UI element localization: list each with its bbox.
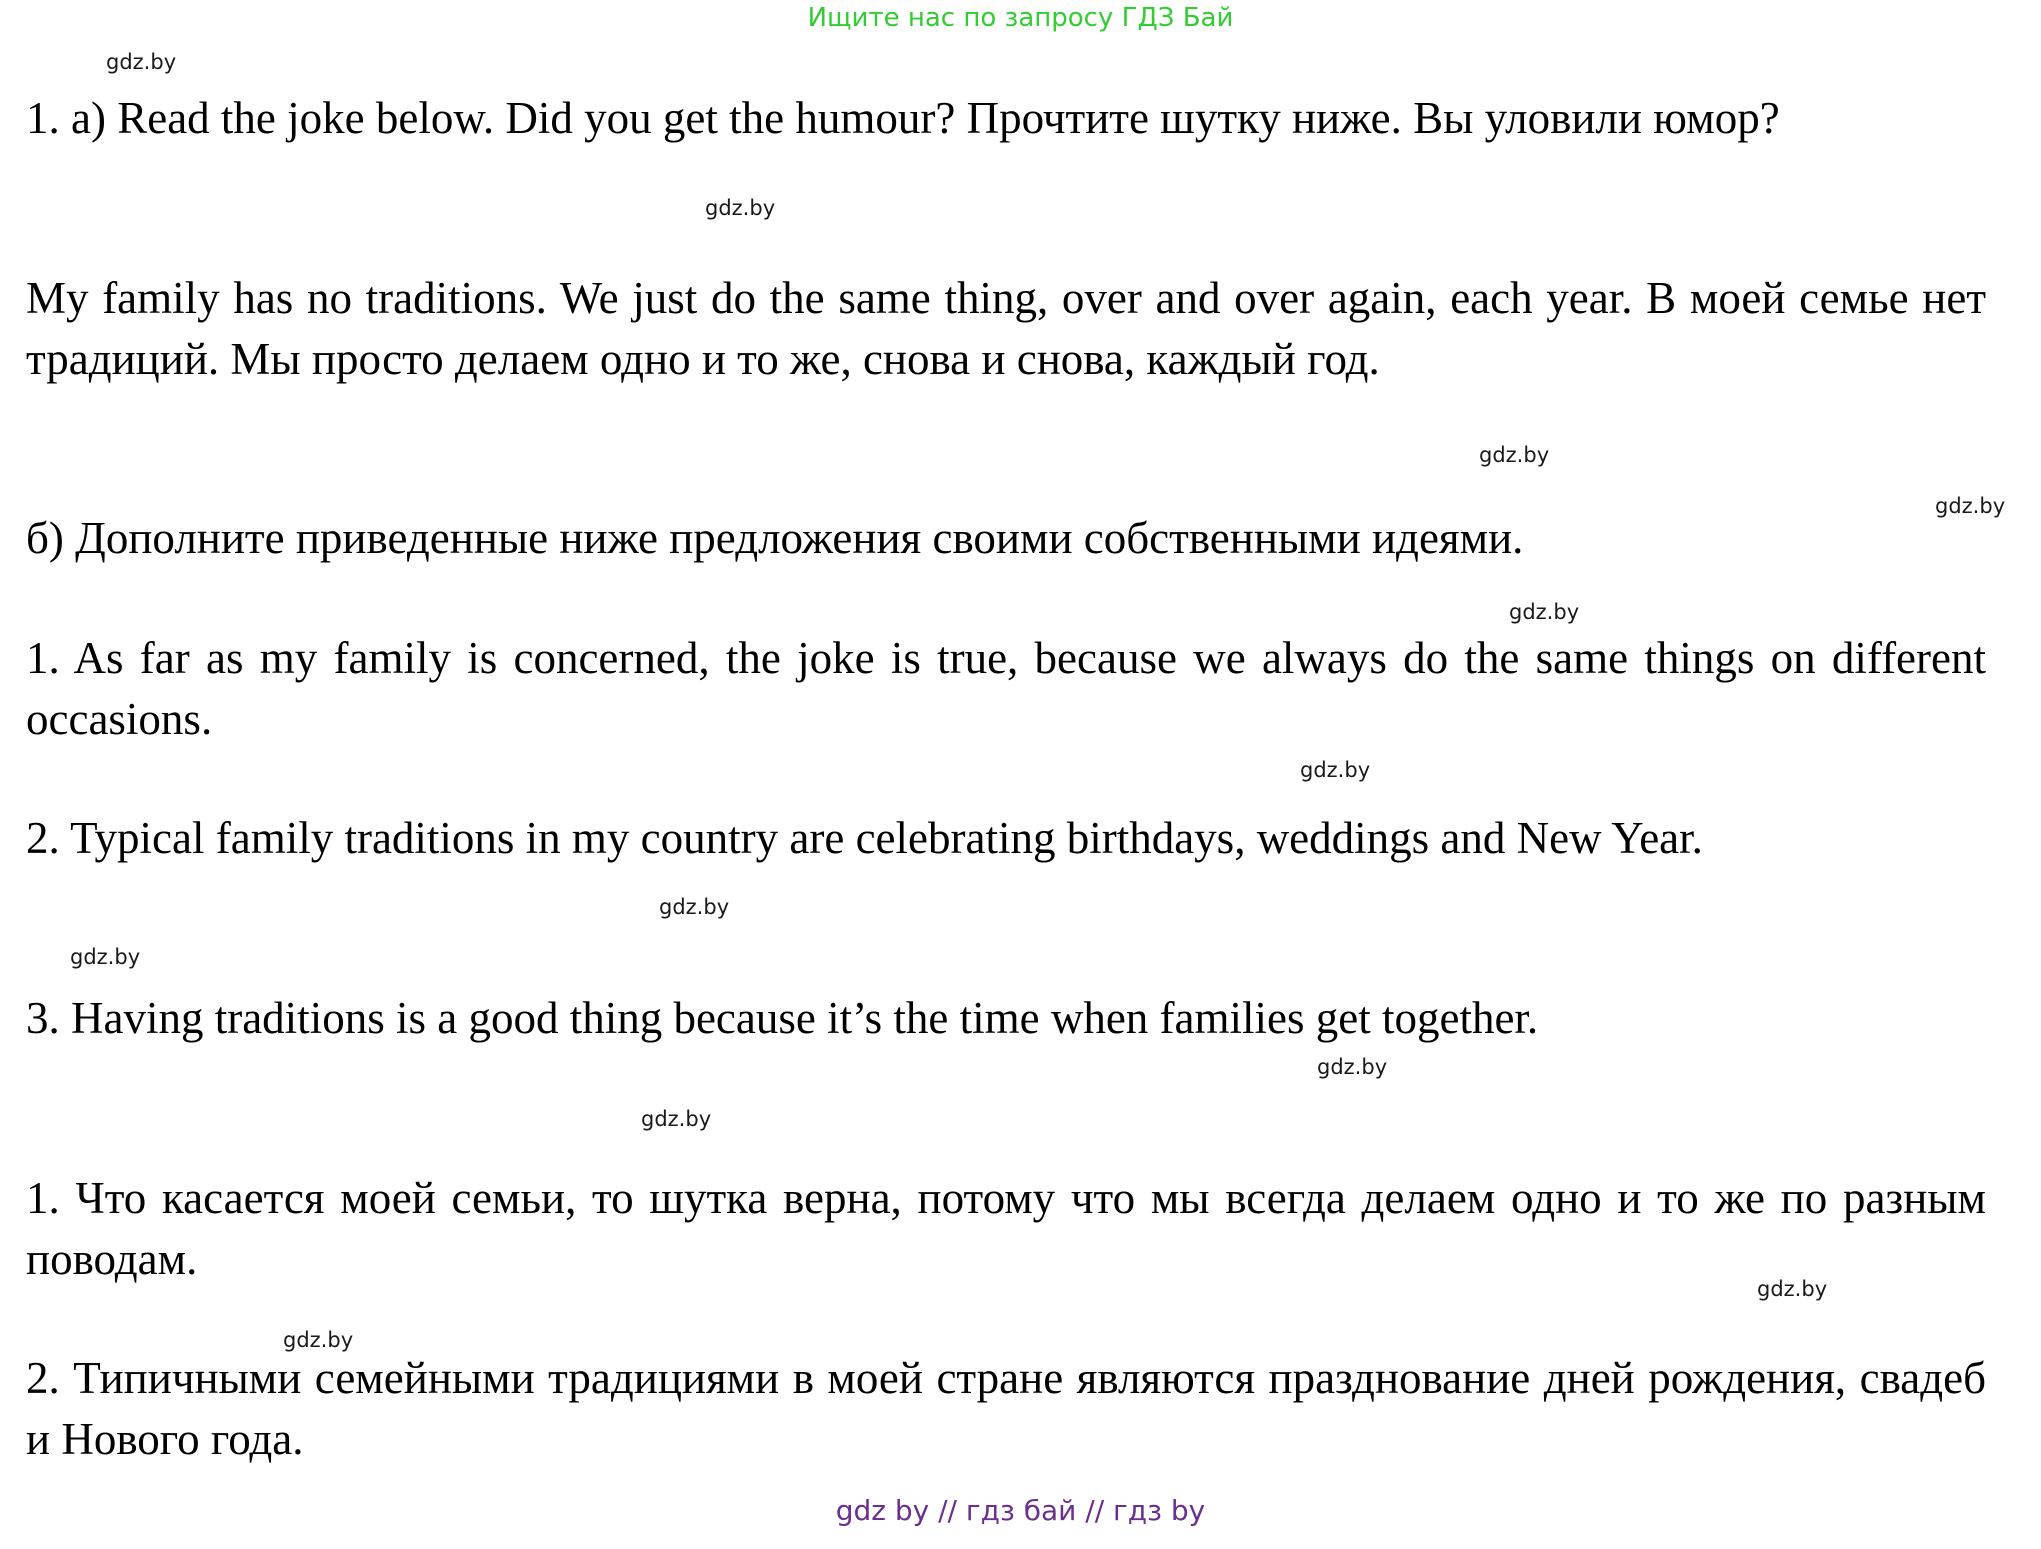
watermark: gdz.by [641, 1107, 712, 1131]
watermark: gdz.by [1509, 600, 1580, 624]
watermark: gdz.by [1479, 443, 1550, 467]
translation-1-paragraph: 1. Что касается моей семьи, то шутка верна, потому что мы всегда делаем одно и то же по разным поводам. [26, 1173, 1986, 1284]
footer-watermark: gdz by // гдз бай // гдз by [835, 1494, 1206, 1527]
task-a-paragraph: 1. а) Read the joke below. Did you get the humour? Прочтите шутку ниже. Вы уловили юмор? [26, 93, 1780, 143]
watermark: gdz.by [283, 1328, 354, 1352]
watermark: gdz.by [659, 895, 730, 919]
watermark: gdz.by [1757, 1277, 1828, 1301]
translation-2-paragraph: 2. Типичными семейными традициями в моей стране являются празднование дней рождения, свадеб и Нового года. [26, 1353, 1986, 1464]
task-b-paragraph: б) Дополните приведенные ниже предложения своими собственными идеями. [26, 513, 1524, 563]
answer-1-paragraph: 1. As far as my family is concerned, the joke is true, because we always do the same things on different occasions. [26, 633, 1986, 744]
watermark: gdz.by [1935, 494, 2006, 518]
watermark: gdz.by [1300, 758, 1371, 782]
watermark: gdz.by [106, 50, 177, 74]
joke-paragraph: My family has no traditions. We just do the same thing, over and over again, each year. В моей семье нет традиций. Мы просто делаем одно и то же, снова и снова, каждый год. [26, 273, 1986, 384]
top-banner: Ищите нас по запросу ГДЗ Бай [807, 3, 1234, 33]
watermark: gdz.by [705, 196, 776, 220]
answer-2-paragraph: 2. Typical family traditions in my country are celebrating birthdays, weddings and New Year. [26, 813, 1703, 863]
answer-3-paragraph: 3. Having traditions is a good thing because it’s the time when families get together. [26, 993, 1539, 1043]
watermark: gdz.by [70, 945, 141, 969]
watermark: gdz.by [1317, 1055, 1388, 1079]
